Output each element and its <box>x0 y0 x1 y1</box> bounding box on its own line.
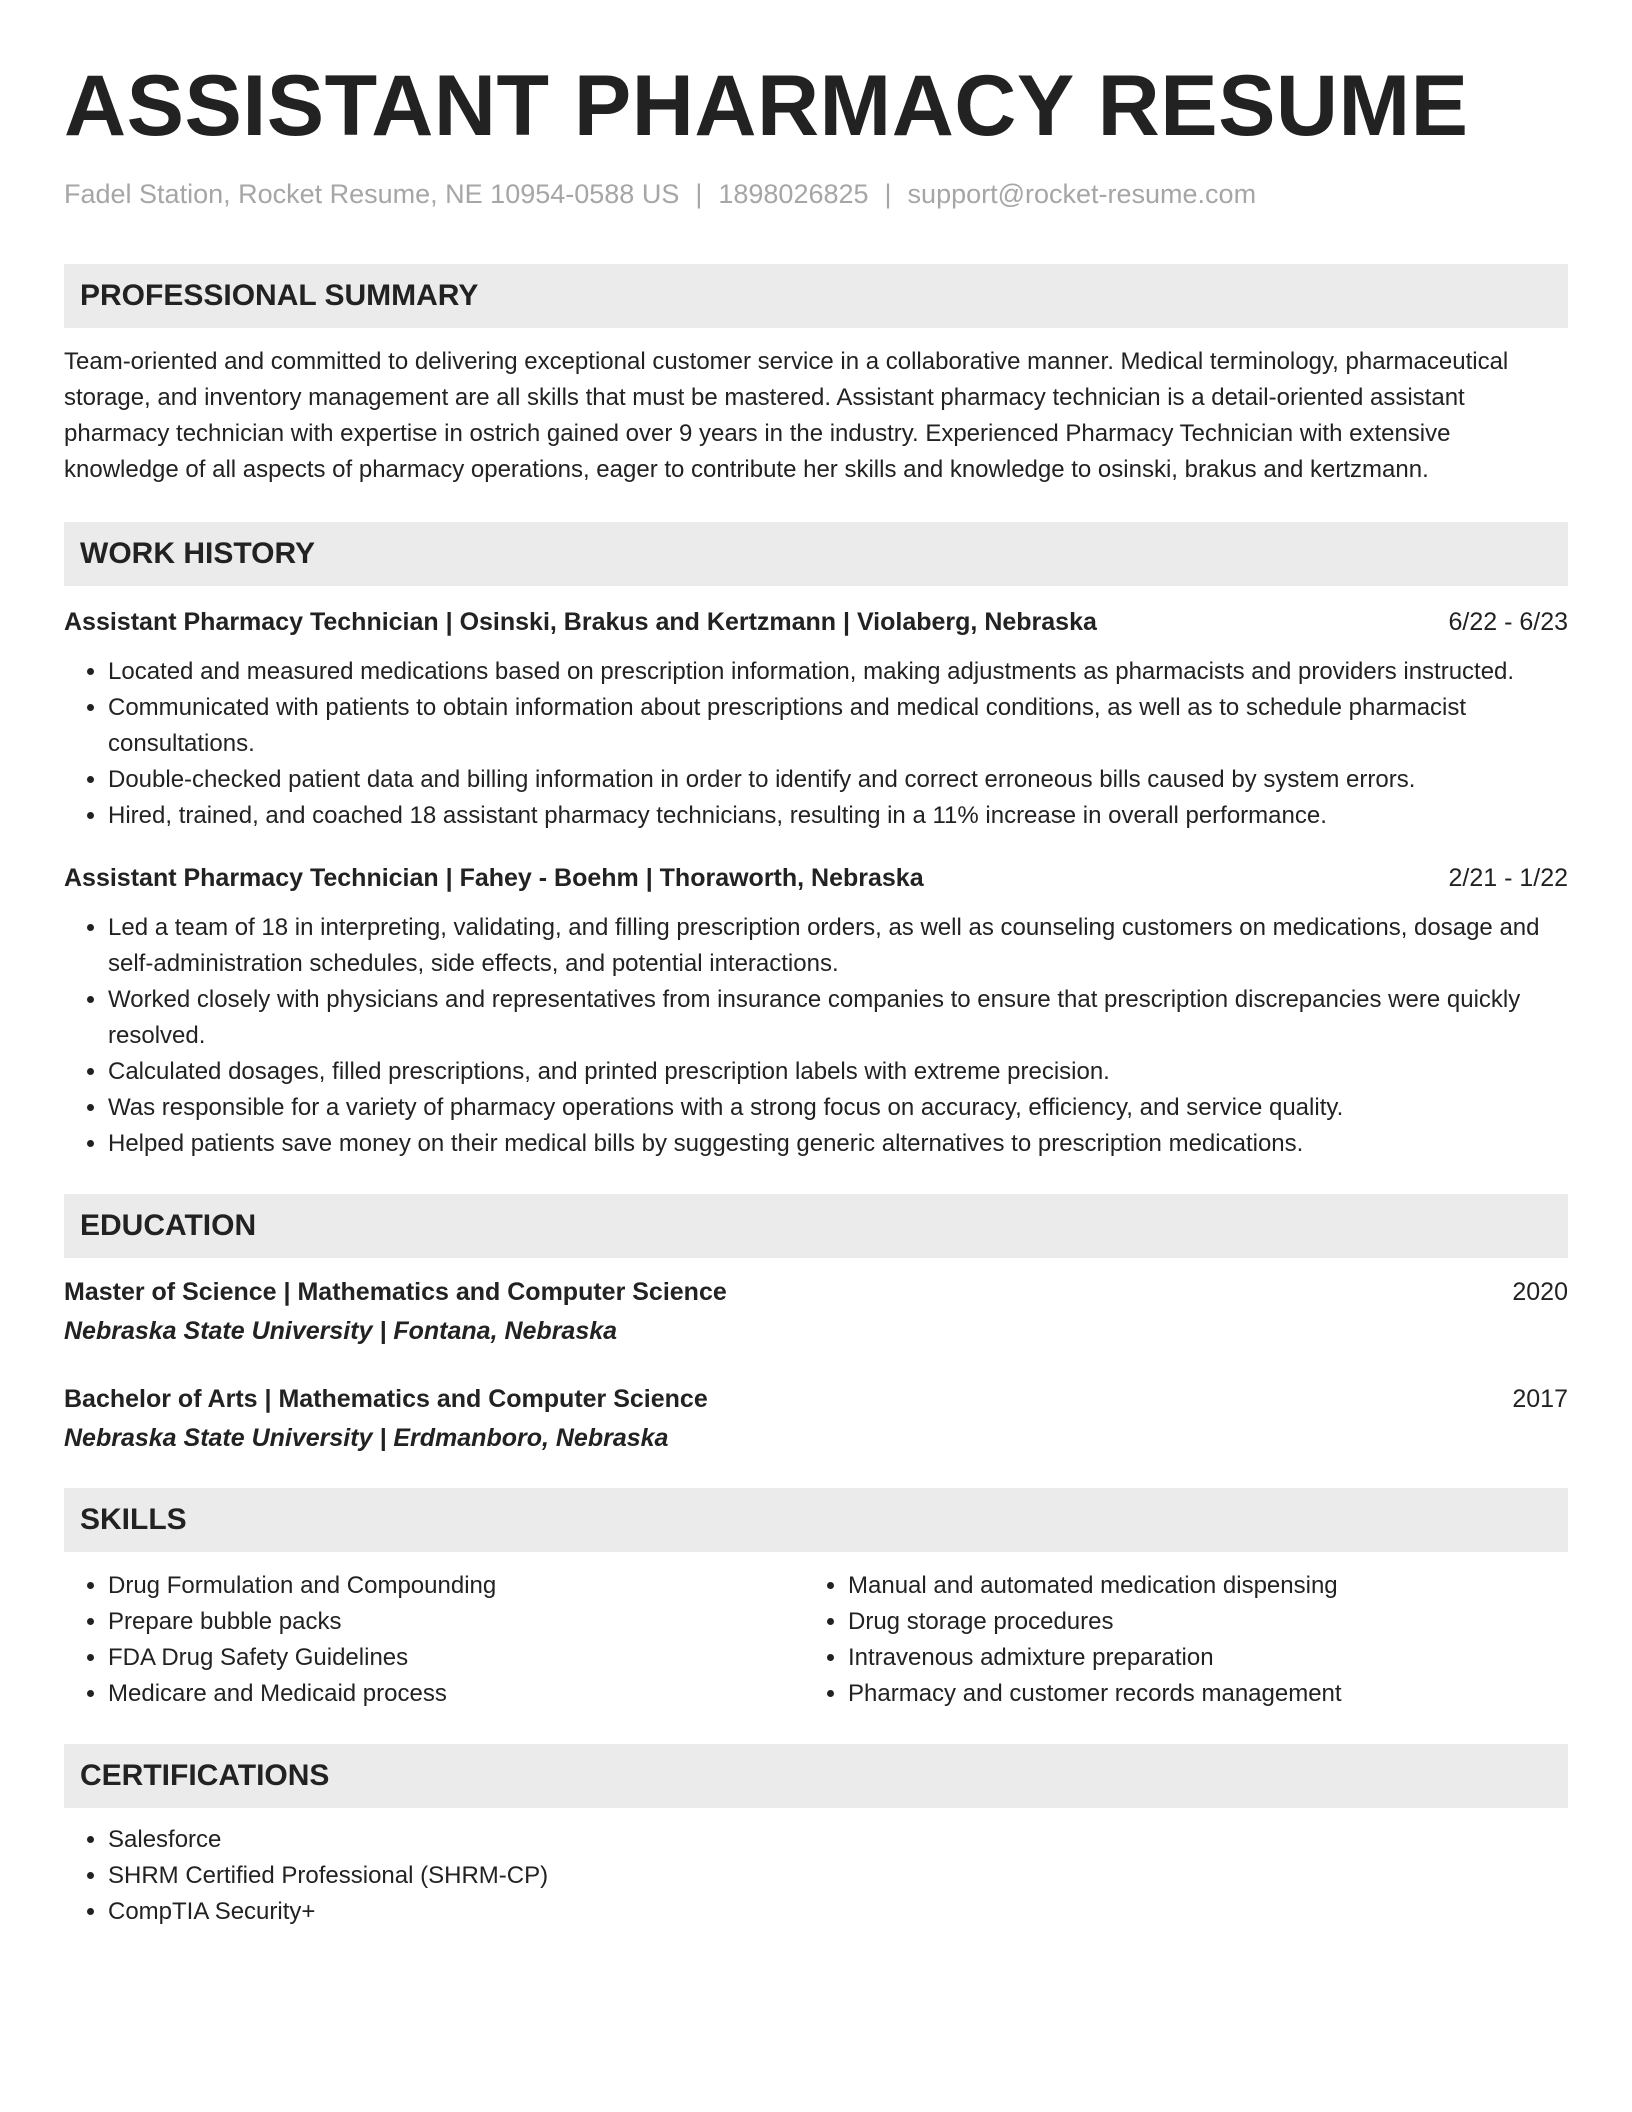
education-entry <box>64 1274 1568 1349</box>
job-bullet: • Double-checked patient data and billing information in order to identify and correct erroneous bills caused by system errors. <box>108 762 1568 798</box>
education-degree: Master of Science | Mathematics and Computer Science <box>64 1278 727 1306</box>
summary-text: Team-oriented and committed to delivering exceptional customer service in a collaborative manner. Medical terminology, pharmaceutical storage, and inventory management are all skills that must be mastered. Assistant pharmacy technician is a detail-oriented assistant pharmacy technician with expertise in ostrich gained over 9 years in the industry. Experienced Pharmacy Technician with extensive knowledge of all aspects of pharmacy operations, eager to contribute her skills and knowledge to osinski, brakus and kertzmann. <box>64 348 1509 483</box>
section-header-work-history: WORK HISTORY <box>64 522 1568 586</box>
skill-item: • Intravenous admixture preparation <box>848 1640 1544 1676</box>
job-bullet: • Communicated with patients to obtain information about prescriptions and medical conditions, as well as to schedule pharmacist consultations. <box>108 690 1568 762</box>
section-header-education: EDUCATION <box>64 1194 1568 1258</box>
section-header-skills: SKILLS <box>64 1488 1568 1552</box>
certification-item: • Salesforce <box>108 1822 1568 1858</box>
education-year: 2020 <box>1512 1278 1568 1306</box>
skills-column-left <box>64 1568 804 1712</box>
job-bullet: • Calculated dosages, filled prescriptions, and printed prescription labels with extreme precision. <box>108 1054 1568 1090</box>
skills-grid <box>64 1568 1568 1712</box>
job-bullet: • Located and measured medications based on prescription information, making adjustments as pharmacists and providers instructed. <box>108 654 1568 690</box>
skill-item: • FDA Drug Safety Guidelines <box>108 1640 804 1676</box>
job-bullets <box>64 910 1568 1162</box>
job-header <box>64 604 1568 640</box>
skill-item: • Drug storage procedures <box>848 1604 1544 1640</box>
education-degree: Bachelor of Arts | Mathematics and Computer Science <box>64 1385 708 1413</box>
job-bullet: • Worked closely with physicians and representatives from insurance companies to ensure that prescription discrepancies were quickly resolved. <box>108 982 1568 1054</box>
contact-address: Fadel Station, Rocket Resume, NE 10954-0588 US <box>64 179 680 209</box>
education-school: Nebraska State University | Erdmanboro, Nebraska <box>64 1424 669 1452</box>
education-school: Nebraska State University | Fontana, Nebraska <box>64 1317 618 1345</box>
certification-item: • CompTIA Security+ <box>108 1894 1568 1930</box>
job-entry <box>64 860 1568 1162</box>
section-header-summary: PROFESSIONAL SUMMARY <box>64 264 1568 328</box>
resume-page <box>64 0 1568 1930</box>
education-year: 2017 <box>1512 1385 1568 1413</box>
contact-phone: 1898026825 <box>718 179 869 209</box>
job-bullet: • Helped patients save money on their medical bills by suggesting generic alternatives to prescription medications. <box>108 1126 1568 1162</box>
education-entry <box>64 1381 1568 1456</box>
skill-item: • Pharmacy and customer records management <box>848 1676 1544 1712</box>
contact-separator: | <box>884 179 892 209</box>
job-header <box>64 860 1568 896</box>
job-dates: 6/22 - 6/23 <box>1448 608 1568 636</box>
education-header <box>64 1381 1568 1417</box>
skill-item: • Drug Formulation and Compounding <box>108 1568 804 1604</box>
skill-item: • Manual and automated medication dispensing <box>848 1568 1544 1604</box>
contact-line <box>64 176 1568 212</box>
job-bullet: • Was responsible for a variety of pharmacy operations with a strong focus on accuracy, efficiency, and service quality. <box>108 1090 1568 1126</box>
contact-separator: | <box>695 179 703 209</box>
job-bullet: • Led a team of 18 in interpreting, validating, and filling prescription orders, as well as counseling customers on medications, dosage and self-administration schedules, side effects, and potential interactions. <box>108 910 1568 982</box>
job-dates: 2/21 - 1/22 <box>1448 864 1568 892</box>
job-title: Assistant Pharmacy Technician | Fahey - Boehm | Thoraworth, Nebraska <box>64 864 924 892</box>
section-header-certifications: CERTIFICATIONS <box>64 1744 1568 1808</box>
certifications-list <box>64 1822 1568 1930</box>
skill-item: • Medicare and Medicaid process <box>108 1676 804 1712</box>
job-bullets <box>64 654 1568 834</box>
certification-item: • SHRM Certified Professional (SHRM-CP) <box>108 1858 1568 1894</box>
job-title: Assistant Pharmacy Technician | Osinski, Brakus and Kertzmann | Violaberg, Nebraska <box>64 608 1097 636</box>
skill-item: • Prepare bubble packs <box>108 1604 804 1640</box>
job-entry <box>64 604 1568 834</box>
job-bullet: • Hired, trained, and coached 18 assistant pharmacy technicians, resulting in a 11% increase in overall performance. <box>108 798 1568 834</box>
skills-column-right <box>804 1568 1544 1712</box>
resume-title: ASSISTANT PHARMACY RESUME <box>64 58 1469 154</box>
education-header <box>64 1274 1568 1310</box>
contact-email: support@rocket-resume.com <box>907 179 1257 209</box>
